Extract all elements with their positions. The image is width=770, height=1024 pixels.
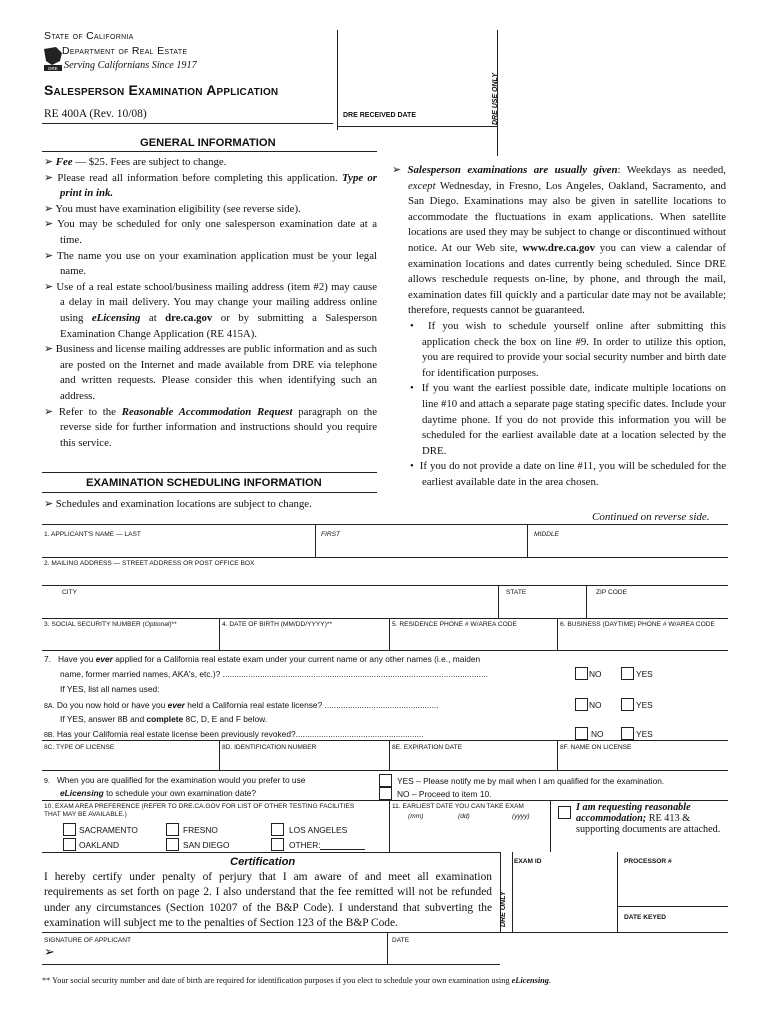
date-keyed-label: DATE KEYED (624, 914, 667, 921)
list-item: ➢ You may be scheduled for only one salesperson examination date at a time. (44, 218, 377, 246)
middle-name-label: MIDDLE (534, 531, 559, 538)
list-item: ➢ You must have examination eligibility (see reverse side). (44, 202, 301, 215)
mailing-address-field[interactable] (42, 568, 728, 584)
question-8a: 8A. Do you now hold or have you ever held a California real estate license? ................................................. (44, 700, 439, 710)
question-7-cont: name, former married names, AKA's, etc.)? .................................................................................................................. (60, 669, 488, 679)
sacramento-checkbox[interactable] (63, 823, 76, 836)
processor-number-label: PROCESSOR # (624, 858, 672, 865)
accommodation-checkbox[interactable] (558, 806, 571, 819)
residence-phone-label: 5. RESIDENCE PHONE # W/AREA CODE (392, 621, 517, 628)
identification-number-label: 8D. IDENTIFICATION NUMBER (222, 744, 317, 751)
q7-no-checkbox[interactable] (575, 667, 588, 680)
q8b-yes-label: YES (636, 729, 653, 739)
ssn-label: 3. SOCIAL SECURITY NUMBER (Optional)** (44, 621, 177, 628)
q8b-no-label: NO (591, 729, 604, 739)
state-label: STATE (506, 589, 527, 596)
date-label: DATE (392, 937, 410, 944)
footer-note: ** Your social security number and date of birth are required for identification purposes if you elect to schedule your own examination using eLicensing. (42, 976, 551, 985)
signature-arrow-icon: ➢ (44, 944, 55, 959)
license-type-label: 8C. TYPE OF LICENSE (44, 744, 115, 751)
q8b-yes-checkbox[interactable] (621, 727, 634, 740)
q8a-no-label: NO (589, 700, 602, 710)
earliest-date-field[interactable] (392, 822, 547, 848)
list-item: ➢ Please read all information before completing this application. Type or print in ink. (44, 171, 378, 200)
q7-yes-checkbox[interactable] (621, 667, 634, 680)
question-9: 9. When you are qualified for the examination would you prefer to use (44, 775, 306, 785)
expiration-date-label: 8E. EXPIRATION DATE (392, 744, 463, 751)
year-label: (yyyy) (512, 813, 530, 820)
general-info-heading: GENERAL INFORMATION (140, 137, 276, 149)
other-label: OTHER: (289, 840, 321, 850)
scheduling-note: ➢ Schedules and examination locations are subject to change. (44, 498, 312, 510)
tagline: Serving Californians Since 1917 (64, 60, 197, 71)
continued-note: Continued on reverse side. (592, 511, 710, 523)
dre-use-only-label: DRE USE ONLY (492, 73, 499, 125)
list-item: ➢ Use of a real estate school/business mailing address (item #2) may cause a delay in mail delivery. You may change your mailing address online using eLicensing at dre.ca.gov or by submitting a Salesperson Examination Change Application (RE 415A). (44, 280, 377, 340)
question-9-cont: eLicensing to schedule your own examination date? (60, 788, 256, 798)
q8a-yes-label: YES (636, 700, 653, 710)
list-item: • If you do not provide a date on line #11, you will be scheduled for the earliest available date in the area chosen. (410, 460, 726, 488)
certification-text: I hereby certify under penalty of perjury that I am aware of and meet all examination requirements as set forth on page 2. I also understand that the fee remitted will not be refunded under any circumstances (Section 10207 of the B&P Code). I understand that subverting the examination will subject me to the penalties of Section 123 of the B&P Code. (44, 871, 492, 930)
other-location-input[interactable] (320, 836, 365, 848)
form-number: RE 400A (Rev. 10/08) (44, 108, 147, 120)
q8b-no-checkbox[interactable] (575, 727, 588, 740)
q8a-no-checkbox[interactable] (575, 698, 588, 711)
date-of-birth-label: 4. DATE OF BIRTH (MM/DD/YYYY)** (222, 621, 333, 628)
city-field[interactable] (42, 598, 497, 616)
applicant-last-name-label: 1. APPLICANT'S NAME — LAST (44, 531, 141, 538)
day-label: (dd) (458, 813, 470, 820)
los-angeles-label: LOS ANGELES (289, 825, 348, 835)
dre-received-date-label: DRE RECEIVED DATE (343, 112, 416, 119)
state-line: State of California (44, 30, 134, 42)
q8a-yes-checkbox[interactable] (621, 698, 634, 711)
zip-code-label: ZIP CODE (596, 589, 628, 596)
month-label: (mm) (408, 813, 424, 820)
oakland-checkbox[interactable] (63, 838, 76, 851)
q7-yes-label: YES (636, 669, 653, 679)
san-diego-checkbox[interactable] (166, 838, 179, 851)
first-name-label: FIRST (321, 531, 341, 538)
list-item: ➢ The name you use on your examination application must be your legal name. (44, 249, 377, 278)
list-item: • If you wish to schedule yourself online after submitting this application check the box on line #9. In order to utilize this option, you are required to provide your social security number and birth date for identification purposes. (410, 319, 726, 379)
business-phone-label: 6. BUSINESS (DAYTIME) PHONE # W/AREA CODE (560, 621, 715, 628)
signature-label: SIGNATURE OF APPLICANT (44, 937, 132, 944)
dre-seal-icon (42, 43, 64, 73)
question-8b: 8B. Has your California real estate license been previously revoked?....................................................... (44, 729, 424, 739)
q9-no-label: NO – Proceed to item 10. (397, 789, 492, 799)
list-item: ➢ Business and license mailing addresses are public information and as such are posted on the Internet and made available from DRE via telephone and written requests. Please consider this when identifying such an address. (44, 343, 378, 402)
list-item: ➢ Refer to the Reasonable Accommodation Request paragraph on the reverse side for further information and instructions should you require this service. (44, 405, 378, 449)
q9-yes-checkbox[interactable] (379, 774, 392, 787)
name-on-license-label: 8F. NAME ON LICENSE (560, 744, 632, 751)
other-checkbox[interactable] (271, 838, 284, 851)
question-8a-cont: If YES, answer 8B and complete 8C, D, E and F below. (60, 714, 268, 724)
accommodation-text: I am requesting reasonable accommodation; RE 413 & supporting documents are attached. (576, 802, 721, 835)
oakland-label: OAKLAND (79, 840, 120, 850)
certification-heading: Certification (230, 856, 296, 868)
sacramento-label: SACRAMENTO (79, 825, 138, 835)
exam-given-info: ➢ Salesperson examinations are usually given: Weekdays as needed, except Wednesday, in Fresno, Los Angeles, Oakland, Sacramento, and San Diego. Examinations may also be given in satellite locations to accommodate the fluctuations in exam applications. When satellite locations are used they may be subject to change or discontinued without notice. At our Web site, www.dre.ca.gov you can view a calendar of examination locations and dates currently being scheduled. Since DRE allows reschedule requests on-line, by phone, and through the mail, examination dates fill quickly and a particular date may not be available; therefore, requests cannot be guaranteed. • If you wish to schedule yourself online after submitting this application check the box on line #9. In order to utilize this option, you are required to provide your social security number and birth date for identification purposes. • If you want the earliest possible date, indicate multiple locations on line #10 and attach a separate page stating specific dates. Include your daytime phone. If you do not provide this information you will be scheduled for the earliest available date at a location selected by the DRE. • If you do not provide a date on line #11, you will be scheduled for the earliest available date in the area chosen. (392, 163, 726, 490)
san-diego-label: SAN DIEGO (183, 840, 230, 850)
fresno-checkbox[interactable] (166, 823, 179, 836)
scheduling-heading: EXAMINATION SCHEDULING INFORMATION (86, 477, 322, 489)
q7-names-label: If YES, list all names used: (60, 684, 160, 694)
list-item: • If you want the earliest possible date, indicate multiple locations on line #10 and attach a separate page stating specific dates. Include your daytime phone. If you do not provide this information you will be scheduled for the earliest available date at a location selected by the DRE. (410, 382, 726, 457)
exam-area-preference-label: 10. EXAM AREA PREFERENCE (REFER TO DRE.CA.GOV FOR LIST OF OTHER TESTING FACILITIES THAT MAY BE AVAILABLE.) (44, 803, 355, 818)
fresno-label: FRESNO (183, 825, 218, 835)
los-angeles-checkbox[interactable] (271, 823, 284, 836)
general-info-list (44, 155, 377, 451)
form-title: Salesperson Examination Application (44, 82, 279, 98)
applicant-name-field[interactable] (42, 540, 728, 556)
svg-text:DRE: DRE (48, 66, 58, 71)
exam-id-label: EXAM ID (514, 858, 542, 865)
list-item: ➢ Fee — $25. Fees are subject to change. (44, 156, 227, 168)
date-field[interactable] (392, 946, 497, 962)
signature-field[interactable] (60, 946, 380, 962)
q9-no-checkbox[interactable] (379, 787, 392, 800)
city-label: CITY (62, 589, 78, 596)
q9-yes-label: YES – Please notify me by mail when I am qualified for the examination. (397, 776, 665, 786)
department-line: Department of Real Estate (62, 45, 188, 57)
mailing-address-label: 2. MAILING ADDRESS — STREET ADDRESS OR POST OFFICE BOX (44, 560, 255, 567)
earliest-date-label: 11. EARLIEST DATE YOU CAN TAKE EXAM (392, 803, 524, 810)
dre-only-label: DRE ONLY (500, 891, 507, 927)
question-7: 7. Have you ever applied for a California real estate exam under your current name or any other names (i.e., maiden (44, 654, 481, 664)
q7-no-label: NO (589, 669, 602, 679)
